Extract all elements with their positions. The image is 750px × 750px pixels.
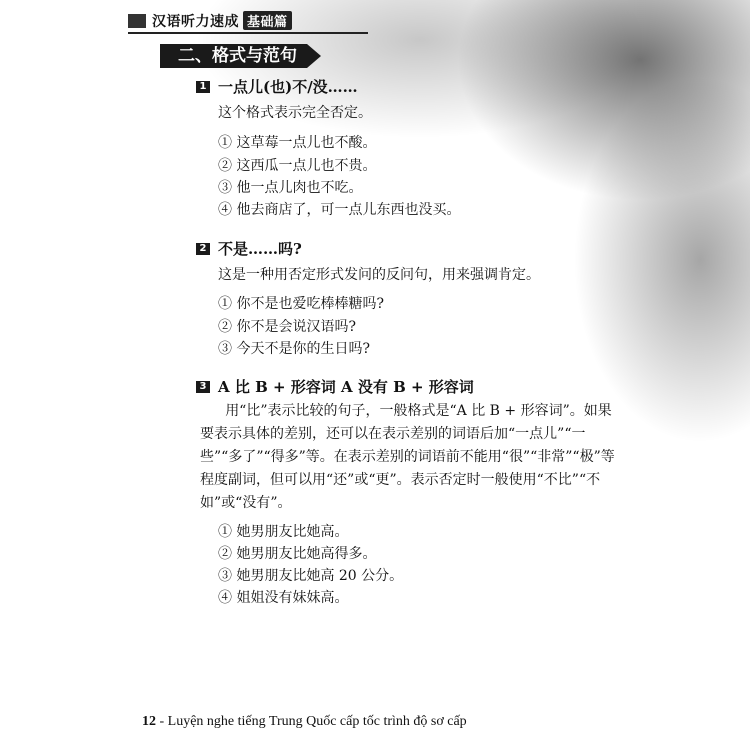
example-2-2: ② 你不是会说汉语吗? bbox=[218, 319, 356, 335]
book-title: 汉语听力速成 bbox=[152, 14, 239, 30]
example-3-1: ① 她男朋友比她高。 bbox=[218, 524, 349, 540]
pattern-heading-text: 不是……吗? bbox=[218, 240, 302, 258]
page-footer bbox=[142, 714, 467, 730]
pattern-number-badge: 2 bbox=[196, 243, 210, 255]
example-3-4: ④ 姐姐没有妹妹高。 bbox=[218, 590, 349, 606]
example-1-2: ② 这西瓜一点儿也不贵。 bbox=[218, 158, 377, 174]
pattern-1-description: 这个格式表示完全否定。 bbox=[218, 105, 372, 121]
example-2-1: ① 你不是也爱吃棒棒糖吗? bbox=[218, 296, 384, 312]
example-1-3: ③ 他一点儿肉也不吃。 bbox=[218, 180, 363, 196]
level-badge: 基础篇 bbox=[243, 11, 292, 30]
pattern-heading-text: A 比 B + 形容词 A 没有 B + 形容词 bbox=[218, 378, 474, 396]
example-1-4: ④ 他去商店了，可一点儿东西也没买。 bbox=[218, 202, 461, 218]
header-mark-icon bbox=[128, 14, 146, 28]
pattern-2-description: 这是一种用否定形式发问的反问句，用来强调肯定。 bbox=[218, 267, 540, 283]
page-number: 12 bbox=[142, 714, 156, 729]
example-3-2: ② 她男朋友比她高得多。 bbox=[218, 546, 377, 562]
example-1-1: ① 这草莓一点儿也不酸。 bbox=[218, 135, 377, 151]
pattern-number-badge: 3 bbox=[196, 381, 210, 393]
running-header bbox=[152, 11, 292, 31]
pattern-number-badge: 1 bbox=[196, 81, 210, 93]
footer-text: - Luyện nghe tiếng Trung Quốc cấp tốc trình độ sơ cấp bbox=[156, 714, 467, 729]
pattern-2-heading bbox=[196, 238, 302, 259]
pattern-3-description: 用“比”表示比较的句子，一般格式是“A 比 B + 形容词”。如果要表示具体的差别，还可以在表示差别的词语后加“一点儿”“一些”“多了”“得多”等。在表示差别的词语前不能用“很”“非常”“极”等程度副词，但可以用“还”或“更”。表示否定时一般使用“不比”“不如”或“没有”。 bbox=[200, 403, 615, 511]
pattern-1-heading bbox=[196, 76, 358, 97]
pattern-heading-text: 一点儿(也)不/没…… bbox=[218, 78, 358, 96]
section-title: 二、格式与范句 bbox=[160, 44, 307, 68]
example-2-3: ③ 今天不是你的生日吗? bbox=[218, 341, 370, 357]
example-3-3: ③ 她男朋友比她高 20 公分。 bbox=[218, 568, 404, 584]
pattern-3-heading bbox=[196, 376, 474, 397]
